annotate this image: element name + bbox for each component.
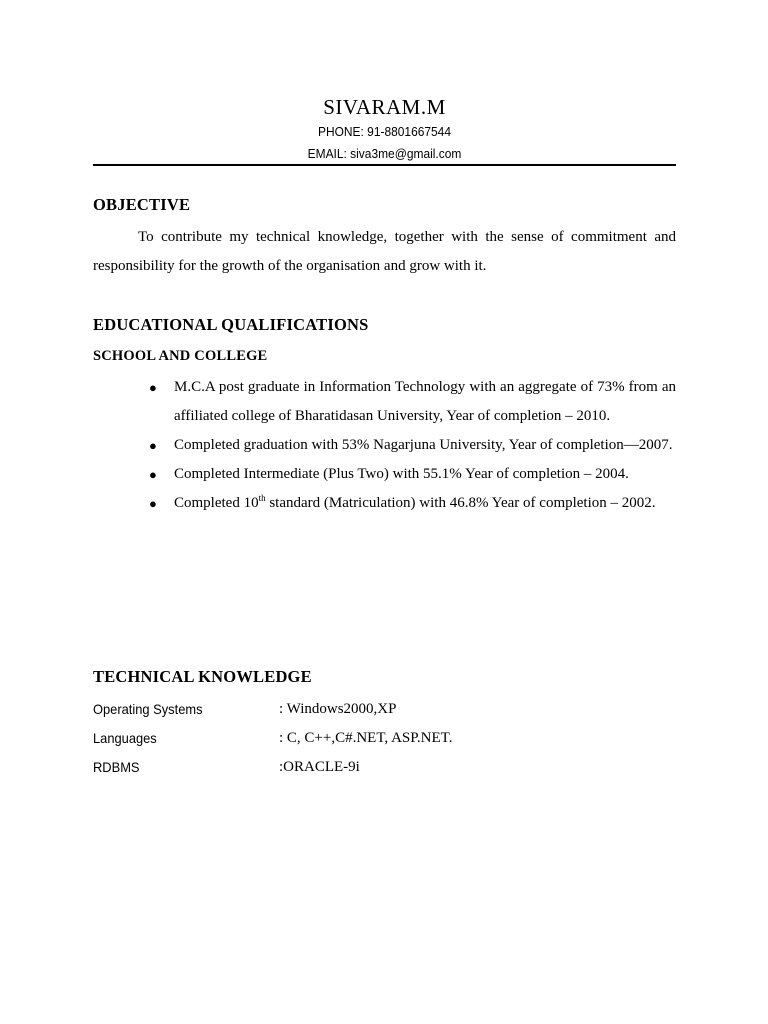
bullet-icon: ● (149, 467, 157, 482)
objective-heading: OBJECTIVE (93, 195, 191, 214)
email-line: EMAIL: siva3me@gmail.com (307, 146, 462, 161)
bullet-icon: ● (149, 496, 157, 511)
bullet-icon: ● (149, 438, 157, 453)
header-divider (93, 164, 676, 166)
list-item-text: Completed graduation with 53% Nagarjuna University, Year of completion—2007. (174, 437, 673, 453)
candidate-name: SIVARAM.M (323, 95, 446, 119)
tech-row-value: :ORACLE-9i (279, 759, 360, 775)
tech-row-label: Languages (93, 730, 157, 746)
list-item-text: M.C.A post graduate in Information Technology with an aggregate of 73% from an affiliated college of Bharatidasan University, Year of completion – 2010. (174, 379, 676, 424)
tech-row-value: : Windows2000,XP (279, 701, 397, 717)
education-heading: EDUCATIONAL QUALIFICATIONS (93, 315, 369, 334)
tech-row-label: RDBMS (93, 759, 140, 775)
list-item (93, 431, 676, 460)
objective-body: To contribute my technical knowledge, together with the sense of commitment and responsibility for the growth of the organisation and grow with it. (93, 229, 676, 274)
education-list (93, 373, 676, 518)
list-item-suffix: standard (Matriculation) with 46.8% Year of completion – 2002. (265, 495, 656, 511)
list-item-prefix: Completed 10 (174, 495, 259, 511)
tech-row-value: : C, C++,C#.NET, ASP.NET. (279, 730, 453, 746)
technical-heading: TECHNICAL KNOWLEDGE (93, 667, 312, 686)
school-college-subheading: SCHOOL AND COLLEGE (93, 348, 268, 364)
list-item (93, 489, 676, 518)
phone-line: PHONE: 91-8801667544 (318, 124, 451, 139)
list-item-text: Completed Intermediate (Plus Two) with 55.1% Year of completion – 2004. (174, 466, 629, 482)
objective-text (93, 223, 676, 281)
list-item (93, 460, 676, 489)
tech-row-label: Operating Systems (93, 701, 203, 717)
bullet-icon: ● (149, 380, 157, 395)
list-item (93, 373, 676, 431)
ordinal-suffix: th (258, 493, 266, 503)
